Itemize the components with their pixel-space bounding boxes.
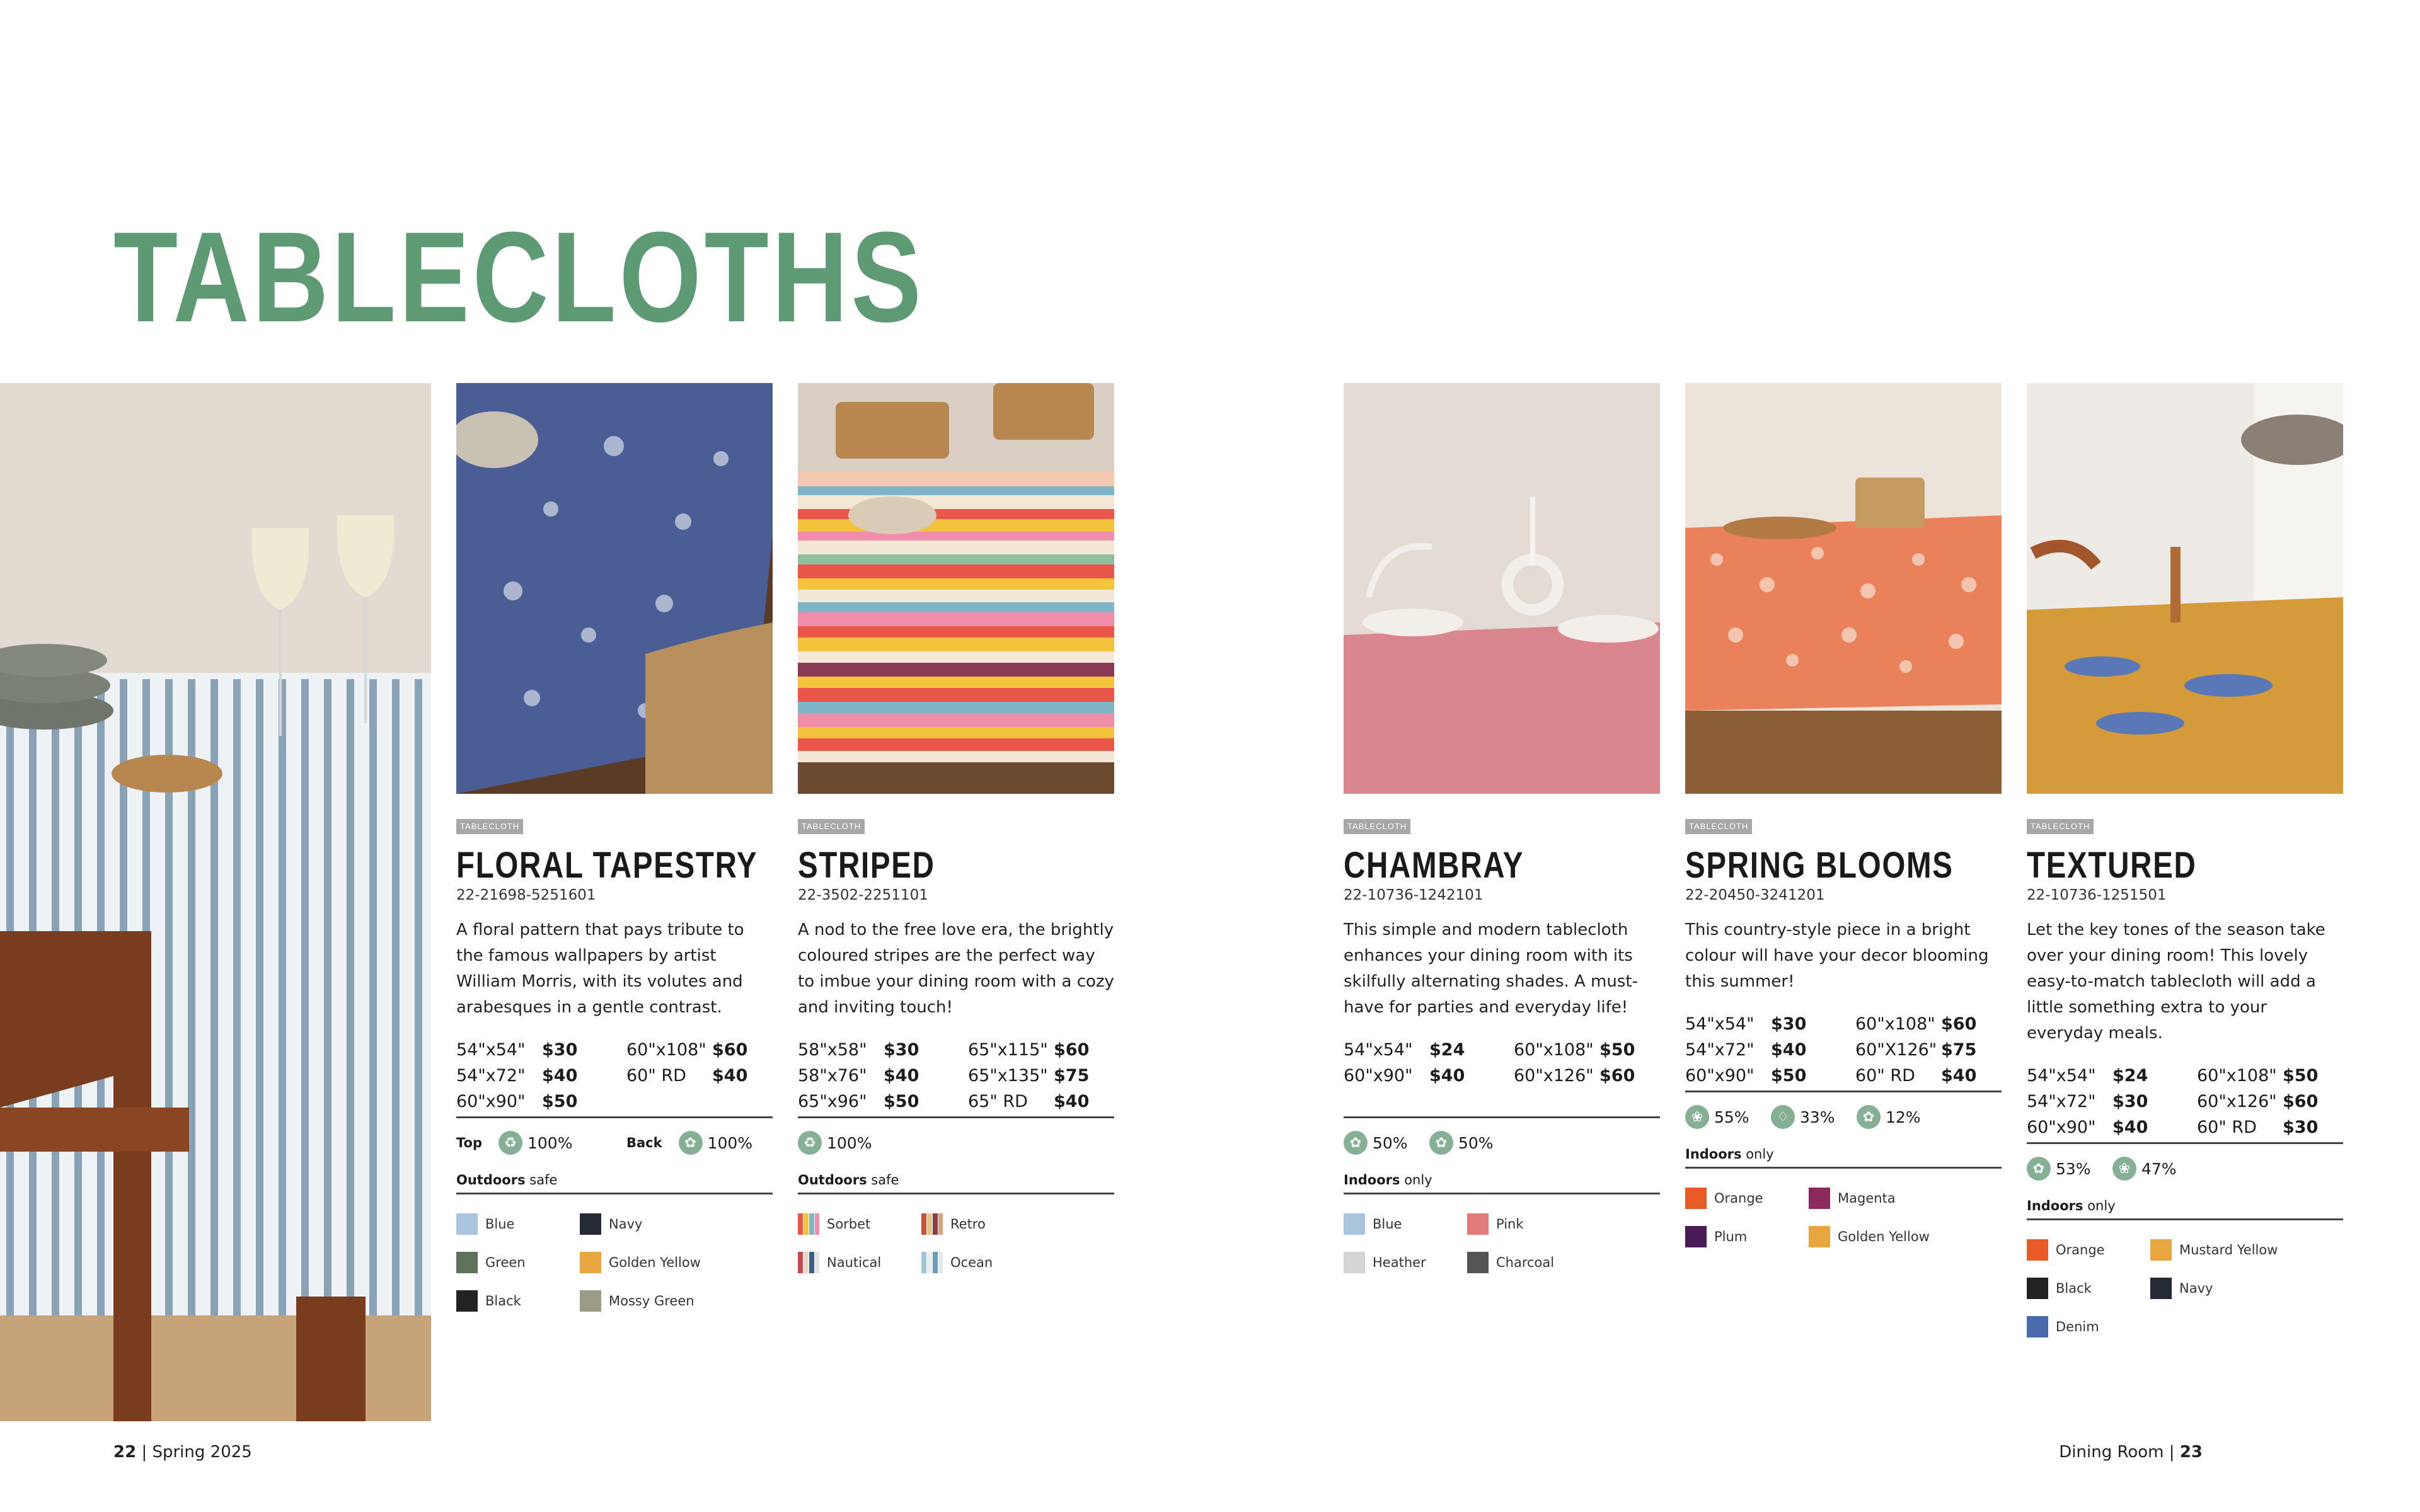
category-badge: TABLECLOTH	[1344, 819, 1410, 834]
swatch-nautical[interactable]	[798, 1252, 881, 1273]
product-chambray	[1344, 383, 1660, 1320]
swatch-mustard-yellow[interactable]	[2150, 1239, 2278, 1261]
price: $60	[712, 1040, 748, 1060]
product-description: A floral pattern that pays tribute to the famous wallpapers by artist William Morris, with its volutes and arabesques in a gentle contrast.	[456, 920, 744, 1017]
price: $40	[1429, 1066, 1465, 1085]
usage-bold: Outdoors	[798, 1172, 867, 1188]
swatch-black[interactable]	[456, 1290, 521, 1312]
price: $40	[2112, 1118, 2148, 1137]
category-badge: TABLECLOTH	[2027, 819, 2094, 834]
color-chip	[2027, 1239, 2048, 1261]
size-label: 54"x54"	[1685, 1014, 1754, 1034]
product-sku: 22-3502-2251101	[798, 887, 928, 903]
price-table	[456, 1037, 773, 1116]
price: $40	[1054, 1092, 1090, 1111]
product-name: CHAMBRAY	[1344, 845, 1524, 886]
swatch-label: Blue	[485, 1217, 515, 1232]
swatch-label: Heather	[1373, 1255, 1426, 1270]
swatch-label: Retro	[950, 1217, 986, 1232]
footer-left	[113, 1443, 252, 1462]
size-label: 60"x90"	[1344, 1066, 1413, 1085]
polyester-icon: ✿	[2027, 1157, 2051, 1181]
size-label: 65"x115"	[968, 1040, 1048, 1060]
swatch-charcoal[interactable]	[1467, 1252, 1554, 1273]
size-label: 54"x54"	[1344, 1040, 1413, 1060]
color-chip	[1809, 1226, 1830, 1247]
swatch-label: Mossy Green	[609, 1293, 694, 1309]
footer-right	[2059, 1443, 2203, 1462]
swatch-label: Blue	[1373, 1217, 1402, 1232]
size-label: 54"x54"	[456, 1040, 526, 1060]
product-photo	[456, 383, 773, 794]
price: $30	[2283, 1118, 2319, 1137]
swatch-label: Green	[485, 1255, 526, 1270]
swatch-plum[interactable]	[1685, 1226, 1747, 1247]
size-label: 65"x135"	[968, 1066, 1048, 1085]
swatch-magenta[interactable]	[1809, 1188, 1896, 1209]
product-sku: 22-10736-1242101	[1344, 887, 1484, 903]
hero-photo	[0, 383, 431, 1421]
material-percent: 50%	[1373, 1133, 1408, 1152]
price: $24	[1429, 1040, 1465, 1060]
material-percent: 12%	[1886, 1108, 1921, 1126]
size-label: 60"x90"	[456, 1092, 526, 1111]
material-percent: 47%	[2141, 1159, 2177, 1178]
swatch-label: Golden Yellow	[1838, 1229, 1930, 1244]
materials	[798, 1118, 1114, 1193]
color-swatches	[456, 1194, 773, 1320]
size-label: 60"x126"	[1514, 1066, 1594, 1085]
material-percent: 100%	[827, 1133, 872, 1152]
size-label: 60"x108"	[626, 1040, 706, 1060]
price: $50	[1771, 1066, 1807, 1085]
product-floral-tapestry	[456, 383, 773, 1320]
section-label: Dining Room |	[2059, 1443, 2175, 1462]
color-swatches	[1685, 1169, 2002, 1295]
swatch-golden-yellow[interactable]	[1809, 1226, 1930, 1247]
size-label: 54"x72"	[2027, 1092, 2096, 1111]
material-percent: 55%	[1714, 1108, 1749, 1126]
price: $30	[542, 1040, 578, 1060]
size-label: 65"x96"	[798, 1092, 867, 1111]
swatch-navy[interactable]	[580, 1213, 642, 1235]
price: $50	[542, 1092, 578, 1111]
material-percent: 33%	[1800, 1108, 1835, 1126]
size-label: 60" RD	[2197, 1118, 2257, 1137]
swatch-blue[interactable]	[1344, 1213, 1402, 1235]
usage-note	[2027, 1198, 2116, 1213]
usage-bold: Indoors	[2027, 1198, 2083, 1213]
material-percent: 100%	[707, 1133, 753, 1152]
color-chip	[1344, 1252, 1365, 1273]
color-chip	[2027, 1316, 2048, 1337]
price-table	[1685, 1011, 2002, 1091]
swatch-mossy-green[interactable]	[580, 1290, 694, 1312]
swatch-blue[interactable]	[456, 1213, 514, 1235]
price: $60	[1599, 1066, 1635, 1085]
polyester-icon: ✿	[1429, 1131, 1453, 1155]
page-number: 23	[2179, 1443, 2203, 1462]
price: $50	[2283, 1066, 2319, 1085]
category-badge: TABLECLOTH	[798, 819, 865, 834]
price-table	[1344, 1037, 1660, 1116]
color-chip	[1467, 1213, 1489, 1235]
swatch-label: Pink	[1496, 1217, 1524, 1232]
size-label: 54"x72"	[1685, 1040, 1754, 1060]
product-textured	[2027, 383, 2343, 1346]
product-sku: 22-10736-1251501	[2027, 887, 2167, 903]
swatch-label: Golden Yellow	[609, 1255, 701, 1270]
color-chip	[1685, 1188, 1707, 1209]
color-chip	[2150, 1278, 2172, 1299]
usage-bold: Indoors	[1344, 1172, 1400, 1188]
swatch-label: Denim	[2056, 1319, 2099, 1334]
price: $40	[542, 1066, 578, 1085]
color-chip	[456, 1252, 478, 1273]
polyester-icon: ✿	[679, 1131, 703, 1155]
swatch-label: Ocean	[950, 1255, 993, 1270]
swatch-black[interactable]	[2027, 1278, 2092, 1299]
color-chip	[580, 1213, 601, 1235]
price: $50	[884, 1092, 919, 1111]
usage-bold: Outdoors	[456, 1172, 526, 1188]
price: $60	[1054, 1040, 1090, 1060]
color-swatches	[2027, 1220, 2343, 1346]
materials	[2027, 1144, 2343, 1218]
usage-rest: only	[1746, 1147, 1774, 1162]
swatch-orange[interactable]	[1685, 1188, 1763, 1209]
price: $40	[1771, 1040, 1807, 1060]
material-label: Top	[456, 1135, 482, 1150]
swatch-heather[interactable]	[1344, 1252, 1426, 1273]
usage-rest: only	[2087, 1198, 2116, 1213]
price: $60	[1941, 1014, 1977, 1034]
size-label: 58"x58"	[798, 1040, 867, 1060]
price: $30	[884, 1040, 919, 1060]
product-striped	[798, 383, 1114, 1320]
swatch-label: Black	[485, 1293, 521, 1309]
usage-rest: safe	[529, 1172, 558, 1188]
product-sku: 22-20450-3241201	[1685, 887, 1825, 903]
color-chip	[2150, 1239, 2172, 1261]
materials	[1344, 1118, 1660, 1193]
price: $24	[2112, 1066, 2148, 1085]
linen-icon: ♢	[1771, 1105, 1795, 1129]
color-chip	[580, 1252, 601, 1273]
color-chip	[456, 1290, 478, 1312]
swatch-label: Mustard Yellow	[2179, 1242, 2278, 1257]
usage-rest: only	[1404, 1172, 1432, 1188]
swatch-denim[interactable]	[2027, 1316, 2099, 1337]
price: $75	[1941, 1040, 1977, 1060]
page-title: TABLECLOTHS	[113, 205, 925, 349]
polyester-icon: ✿	[1344, 1131, 1368, 1155]
size-label: 54"x54"	[2027, 1066, 2096, 1085]
product-photo	[1344, 383, 1660, 794]
materials	[456, 1118, 773, 1193]
usage-note	[798, 1172, 899, 1188]
swatch-golden-yellow[interactable]	[580, 1252, 701, 1273]
price: $60	[2283, 1092, 2319, 1111]
swatch-label: Sorbet	[827, 1217, 871, 1232]
category-badge: TABLECLOTH	[1685, 819, 1752, 834]
price: $40	[712, 1066, 748, 1085]
swatch-label: Black	[2056, 1281, 2092, 1296]
issue-label: | Spring 2025	[141, 1443, 252, 1462]
swatch-retro[interactable]	[921, 1213, 986, 1235]
swatch-label: Orange	[1714, 1191, 1763, 1206]
product-name: STRIPED	[798, 845, 935, 886]
size-label: 60"x108"	[1855, 1014, 1935, 1034]
product-photo	[2027, 383, 2343, 794]
size-label: 60"x108"	[1514, 1040, 1594, 1060]
color-chip	[1809, 1188, 1830, 1209]
swatch-label: Magenta	[1838, 1191, 1896, 1206]
material-percent: 53%	[2056, 1159, 2091, 1178]
color-chip	[1467, 1252, 1489, 1273]
material-percent: 100%	[527, 1133, 573, 1152]
recycled-cotton-icon: ♻	[498, 1131, 522, 1155]
price: $30	[1771, 1014, 1807, 1034]
price-table	[2027, 1063, 2343, 1142]
color-chip	[1685, 1226, 1707, 1247]
size-label: 60"x126"	[2197, 1092, 2277, 1111]
price-table	[798, 1037, 1114, 1116]
size-label: 60"x108"	[2197, 1066, 2277, 1085]
color-chip	[921, 1213, 943, 1235]
price: $75	[1054, 1066, 1090, 1085]
product-photo	[798, 383, 1114, 794]
color-chip	[798, 1213, 819, 1235]
swatch-ocean[interactable]	[921, 1252, 993, 1273]
size-label: 60" RD	[1855, 1066, 1915, 1085]
size-label: 54"x72"	[456, 1066, 526, 1085]
size-label: 60" RD	[626, 1066, 686, 1085]
color-swatches	[798, 1194, 1114, 1320]
swatch-label: Orange	[2056, 1242, 2105, 1257]
product-description: This simple and modern tablecloth enhances your dining room with its skilfully alternating shades. A must-have for parties and everyday life!	[1344, 920, 1638, 1017]
swatch-sorbet[interactable]	[798, 1213, 870, 1235]
price: $40	[1941, 1066, 1977, 1085]
swatch-pink[interactable]	[1467, 1213, 1524, 1235]
usage-rest: safe	[871, 1172, 899, 1188]
swatch-label: Charcoal	[1496, 1255, 1555, 1270]
material-percent: 50%	[1458, 1133, 1494, 1152]
usage-bold: Indoors	[1685, 1147, 1742, 1162]
usage-note	[456, 1172, 557, 1188]
color-chip	[456, 1213, 478, 1235]
size-label: 58"x76"	[798, 1066, 867, 1085]
color-chip	[1344, 1213, 1365, 1235]
swatch-orange[interactable]	[2027, 1239, 2105, 1261]
swatch-label: Plum	[1714, 1229, 1748, 1244]
price: $40	[884, 1066, 919, 1085]
swatch-label: Navy	[609, 1217, 643, 1232]
recycled-cotton-icon: ♻	[798, 1131, 822, 1155]
swatch-label: Navy	[2179, 1281, 2213, 1296]
product-description: A nod to the free love era, the brightly coloured stripes are the perfect way to imbue your dining room with a cozy and inviting touch!	[798, 920, 1114, 1017]
price: $30	[2112, 1092, 2148, 1111]
usage-note	[1685, 1147, 1774, 1162]
product-description: This country-style piece in a bright colour will have your decor blooming this summer!	[1685, 920, 1989, 991]
size-label: 60"x90"	[2027, 1118, 2096, 1137]
swatch-label: Nautical	[827, 1255, 882, 1270]
usage-note	[1344, 1172, 1432, 1188]
materials	[1685, 1092, 2002, 1167]
color-chip	[921, 1252, 943, 1273]
color-swatches	[1344, 1194, 1660, 1320]
page-number: 22	[113, 1443, 137, 1462]
size-label: 60"X126"	[1855, 1040, 1937, 1060]
color-chip	[798, 1252, 819, 1273]
size-label: 65" RD	[968, 1092, 1028, 1111]
product-sku: 22-21698-5251601	[456, 887, 596, 903]
product-photo	[1685, 383, 2002, 794]
price: $50	[1599, 1040, 1635, 1060]
color-chip	[2027, 1278, 2048, 1299]
product-name: TEXTURED	[2027, 845, 2197, 886]
material-label: Back	[626, 1135, 662, 1150]
cotton-icon: ❀	[2112, 1157, 2136, 1181]
polyester-icon: ✿	[1857, 1105, 1881, 1129]
color-chip	[580, 1290, 601, 1312]
product-spring-blooms	[1685, 383, 2002, 1295]
size-label: 60"x90"	[1685, 1066, 1754, 1085]
product-description: Let the key tones of the season take over your dining room! This lovely easy-to-match tablecloth will add a little something extra to your everyday meals.	[2027, 920, 2325, 1043]
swatch-green[interactable]	[456, 1252, 526, 1273]
product-name: FLORAL TAPESTRY	[456, 845, 758, 886]
category-badge: TABLECLOTH	[456, 819, 523, 834]
product-name: SPRING BLOOMS	[1685, 845, 1954, 886]
swatch-navy[interactable]	[2150, 1278, 2213, 1299]
cotton-icon: ❀	[1685, 1105, 1709, 1129]
